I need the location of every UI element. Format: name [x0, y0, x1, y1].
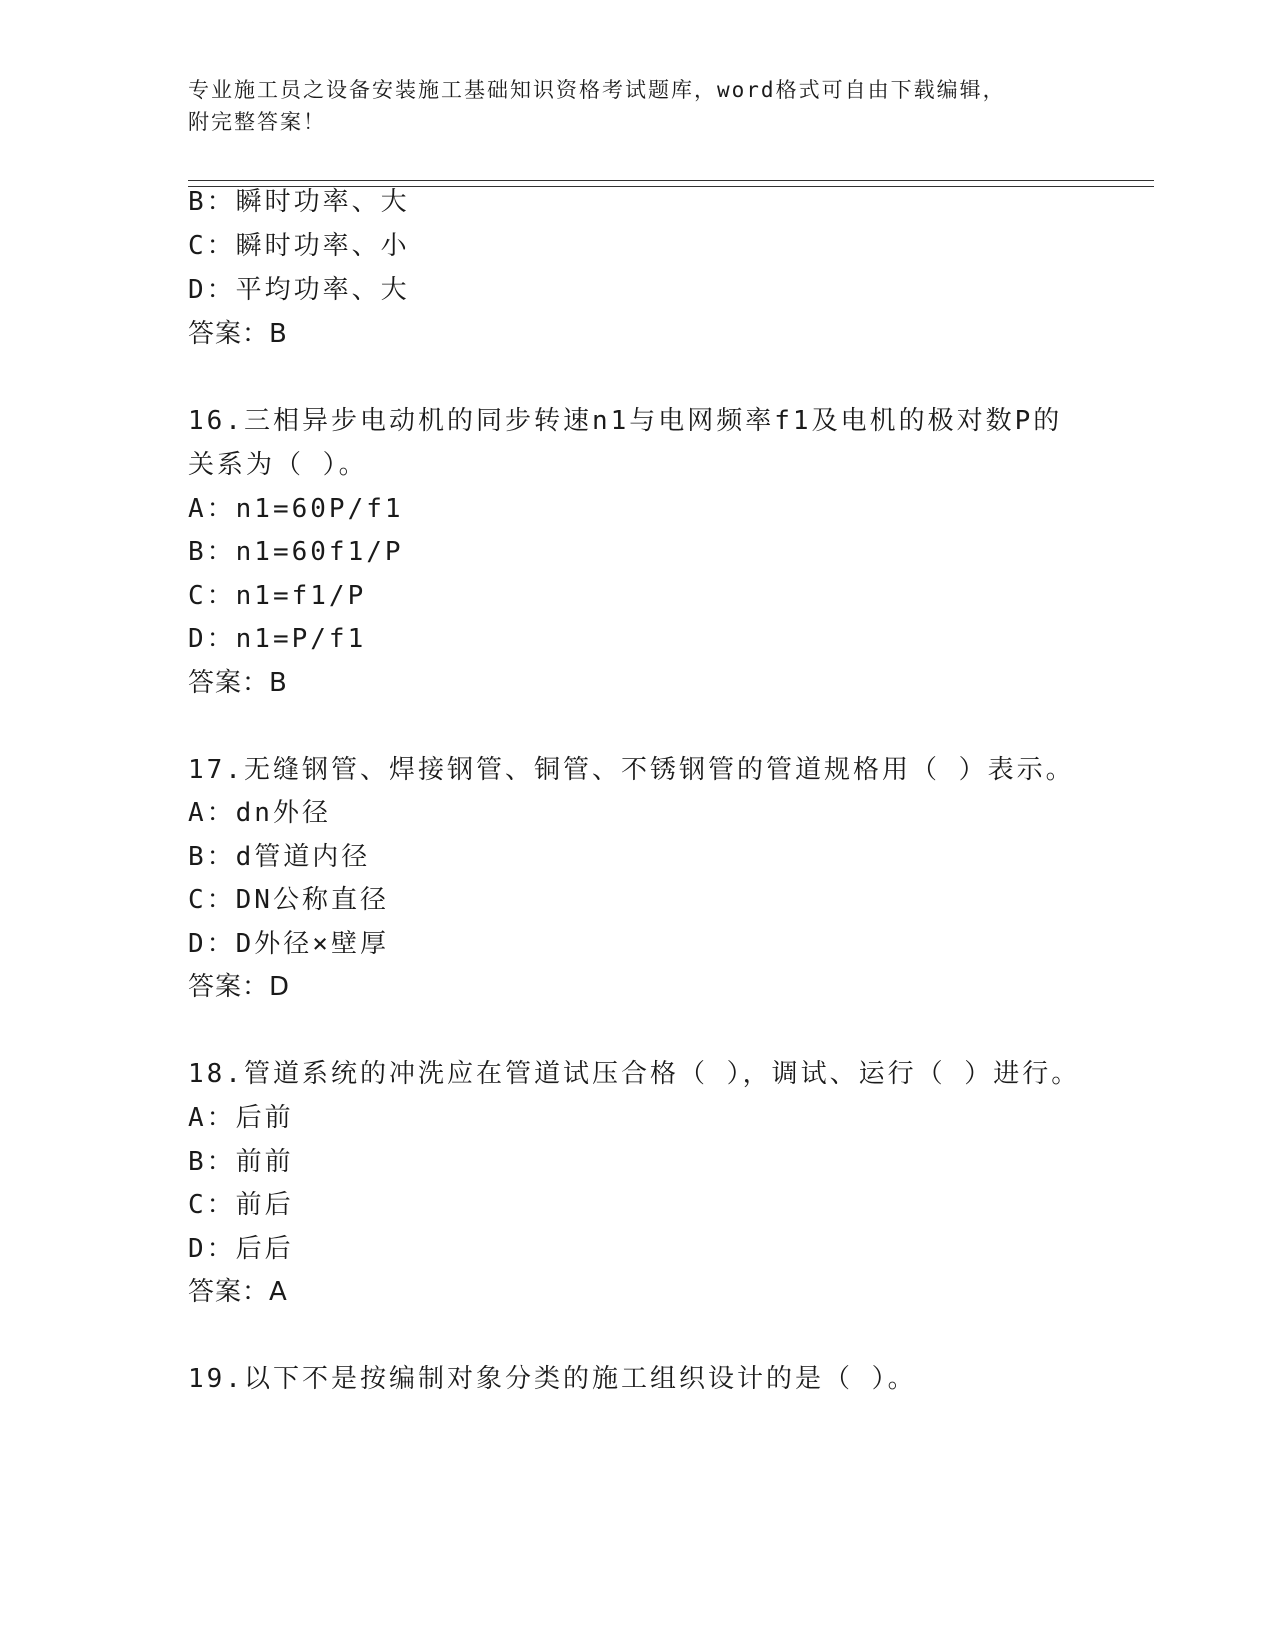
option-c: C：n1=f1/P — [188, 581, 367, 611]
option-b: B：n1=60f1/P — [188, 537, 404, 567]
option-a: A：后前 — [188, 1103, 294, 1133]
question-stem: 17.无缝钢管、焊接钢管、铜管、不锈钢管的管道规格用（ ）表示。 — [188, 755, 1075, 785]
page-header: 专业施工员之设备安装施工基础知识资格考试题库，word格式可自由下载编辑， 附完整答案！ — [188, 78, 1006, 134]
option-b: B：d管道内径 — [188, 842, 371, 872]
question-stem: 关系为（ ）。 — [188, 450, 368, 480]
question-stem: 18.管道系统的冲洗应在管道试压合格（ ），调试、运行（ ）进行。 — [188, 1059, 1081, 1089]
option-c: C：瞬时功率、小 — [188, 231, 410, 261]
question-stem: 16.三相异步电动机的同步转速n1与电网频率f1及电机的极对数P的 — [188, 406, 1063, 436]
option-a: A：dn外径 — [188, 798, 331, 828]
option-c: C：DN公称直径 — [188, 885, 389, 915]
answer-line: 答案：A — [188, 1277, 288, 1307]
question-stem: 19.以下不是按编制对象分类的施工组织设计的是（ ）。 — [188, 1364, 917, 1394]
option-d: D：平均功率、大 — [188, 275, 410, 305]
answer-line: 答案：D — [188, 972, 291, 1002]
answer-line: 答案：B — [188, 668, 288, 698]
option-d: D：n1=P/f1 — [188, 624, 367, 654]
answer-line: 答案：B — [188, 319, 288, 349]
option-b: B：前前 — [188, 1147, 294, 1177]
option-d: D：D外径×壁厚 — [188, 929, 389, 959]
option-d: D：后后 — [188, 1234, 294, 1264]
option-a: A：n1=60P/f1 — [188, 494, 404, 524]
option-c: C：前后 — [188, 1190, 294, 1220]
option-b: B：瞬时功率、大 — [188, 187, 410, 217]
